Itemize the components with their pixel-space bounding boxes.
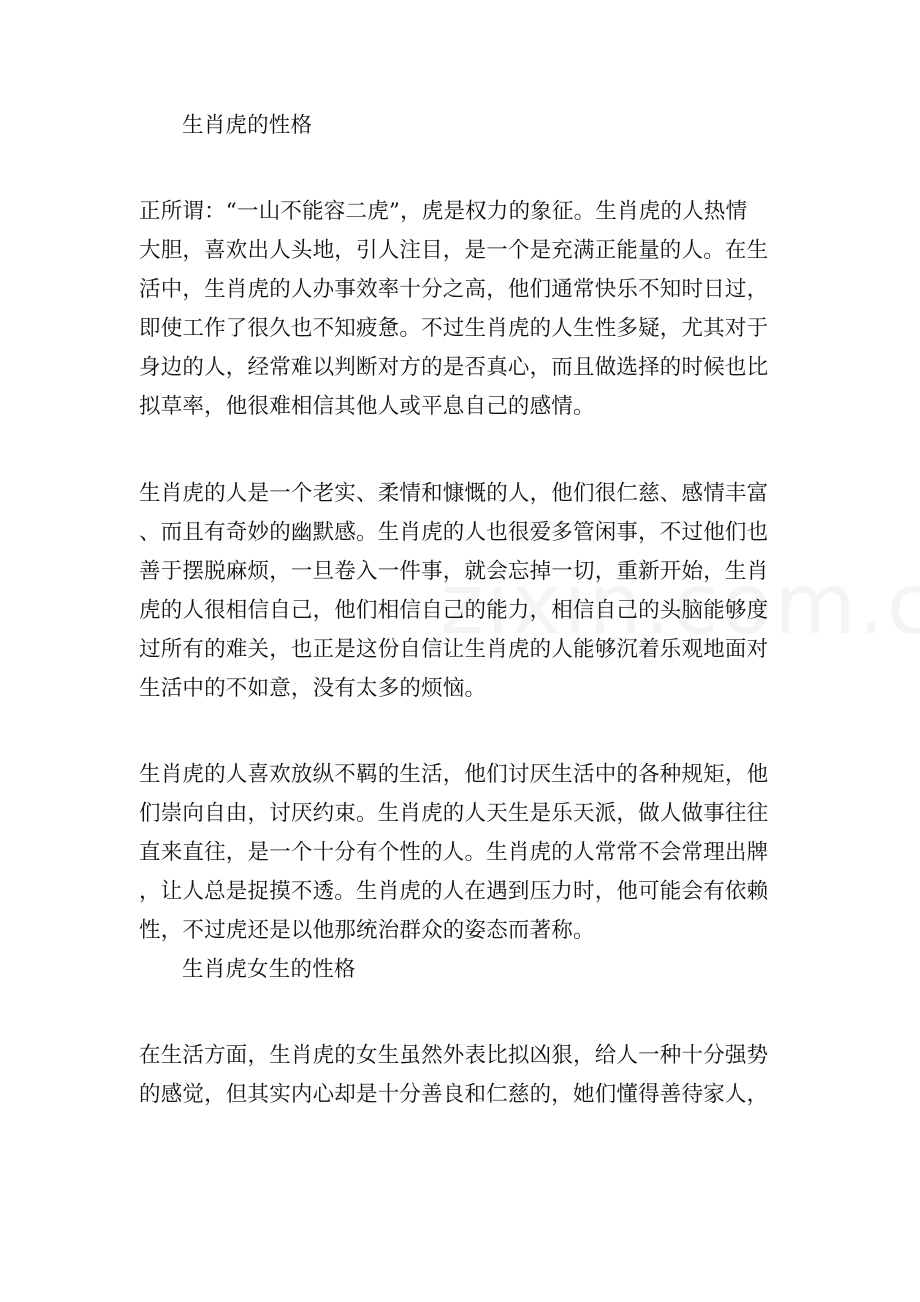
paragraph-line: 身边的人，经常难以判断对方的是否真心，而且做选择的时候也比 <box>139 355 769 380</box>
paragraph-line: 直来直往，是一个十分有个性的人。生肖虎的人常常不会常理出牌 <box>139 840 769 865</box>
paragraph-line: 正所谓：“一山不能容二虎”，虎是权力的象征。生肖虎的人热情 <box>139 199 748 224</box>
paragraph-line: 大胆，喜欢出人头地，引人注目，是一个是充满正能量的人。在生 <box>139 238 769 263</box>
paragraph-line: 即使工作了很久也不知疲惫。不过生肖虎的人生性多疑，尤其对于 <box>139 316 769 341</box>
paragraph-line: 的感觉，但其实内心却是十分善良和仁慈的，她们懂得善待家人， <box>139 1082 769 1107</box>
paragraph-line: 生肖虎的人喜欢放纵不羁的生活，他们讨厌生活中的各种规矩，他 <box>139 762 769 787</box>
paragraph-line: 虎的人很相信自己，他们相信自己的能力，相信自己的头脑能够度 <box>139 598 769 623</box>
paragraph-line: 活中，生肖虎的人办事效率十分之高，他们通常快乐不知时日过， <box>139 277 769 302</box>
paragraph-line: 善于摆脱麻烦，一旦卷入一件事，就会忘掉一切，重新开始，生肖 <box>139 559 769 584</box>
paragraph-line: 过所有的难关，也正是这份自信让生肖虎的人能够沉着乐观地面对 <box>139 637 769 662</box>
paragraph-line: 生肖虎的人是一个老实、柔情和慷慨的人，他们很仁慈、感情丰富 <box>139 481 769 506</box>
paragraph-line: 、而且有奇妙的幽默感。生肖虎的人也很爱多管闲事，不过他们也 <box>139 520 769 545</box>
paragraph-line: 们崇向自由，讨厌约束。生肖虎的人天生是乐天派，做人做事往往 <box>139 801 769 826</box>
paragraph-line: 拟草率，他很难相信其他人或平息自己的感情。 <box>139 394 595 419</box>
paragraph-line: 性，不过虎还是以他那统治群众的姿态而著称。 <box>139 918 595 943</box>
heading-tiger-female-personality: 生肖虎女生的性格 <box>182 957 356 982</box>
paragraph-line: 在生活方面，生肖虎的女生虽然外表比拟凶狠，给人一种十分强势 <box>139 1043 769 1068</box>
paragraph-line: 生活中的不如意，没有太多的烦恼。 <box>139 676 487 701</box>
paragraph-line: ，让人总是捉摸不透。生肖虎的人在遇到压力时，他可能会有依赖 <box>139 879 769 904</box>
heading-tiger-personality: 生肖虎的性格 <box>182 113 313 138</box>
